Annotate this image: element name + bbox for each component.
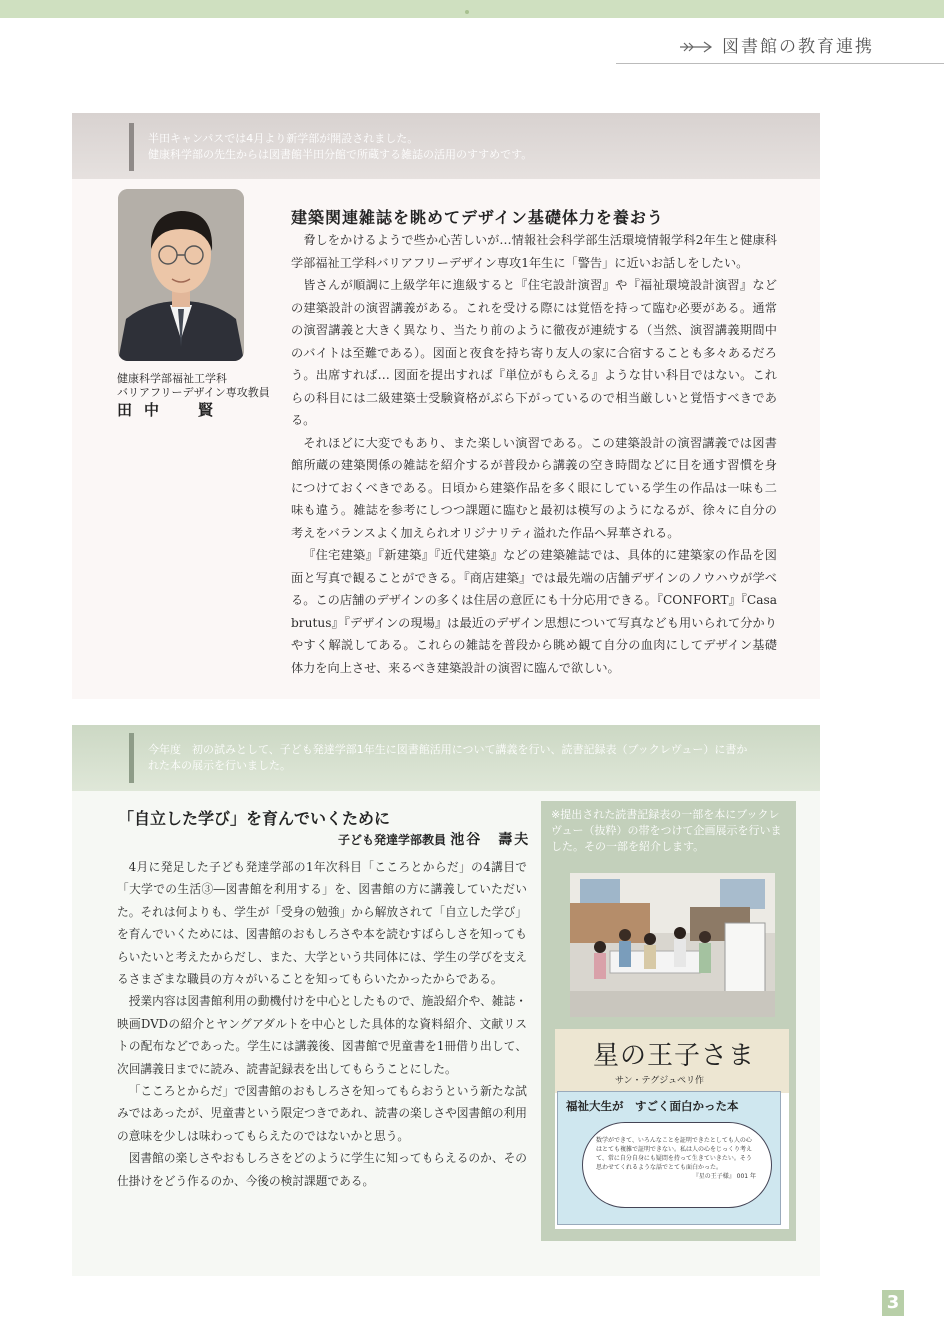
author-profile <box>117 372 270 417</box>
band-review-text <box>596 1136 756 1181</box>
author-portrait-photo <box>118 189 244 361</box>
paragraph: 図書館の楽しさやおもしろさをどのように学生に知ってもらえるのか、その仕掛けをどう作るのか、今後の検討課題である。 <box>117 1151 527 1188</box>
book-display-photo <box>555 1029 789 1229</box>
exhibit-sidebar <box>541 801 796 1241</box>
page-header <box>680 32 874 57</box>
paragraph: それほどに大変でもあり、また楽しい演習である。この建築設計の演習講義では図書館所蔵の建築関係の雑誌を紹介するが普段から講義の空き時間などに目を通す習慣を身につけておくべきである。日頃から建築作品を多く眼にしている学生の作品は一味も二味も違う。雑誌を参考にしつつ課題に臨むと最初は模写のようになるが、徐々に自分の考えをバランスよく加えられオリジナリティ溢れた作品へ昇華される。 <box>291 435 777 540</box>
section1-banner-text <box>148 131 532 163</box>
portrait-image <box>118 189 244 361</box>
article1-title: 建築関連雑誌を眺めてデザイン基礎体力を養おう <box>291 208 664 227</box>
article2-body <box>117 856 527 1192</box>
author-role: 子ども発達学部教員 <box>338 833 447 847</box>
banner-line: 今年度 初の試みとして、子ども発達学部1年生に図書館活用について講義を行い、読書記録表（ブックレヴュー）に書か <box>148 743 748 756</box>
header-rule <box>616 63 944 64</box>
section1-banner <box>72 113 820 179</box>
paragraph: 脅しをかけるようで些か心苦しいが…情報社会科学部生活環境情報学科2年生と健康科学部福祉工学科バリアフリーデザイン専攻1年生に「警告」に近いお話しをしたい。 <box>291 233 777 270</box>
author-name: 田中 賢 <box>117 401 226 419</box>
banner-accent-bar <box>129 123 134 171</box>
article1-body <box>291 229 777 679</box>
author-dept: 健康科学部福祉工学科 <box>117 372 227 385</box>
top-decorative-bar <box>0 0 944 18</box>
exhibit-room-photo <box>570 873 775 1017</box>
book-author: サン・テグジュペリ作 <box>615 1076 705 1086</box>
article2-author <box>338 829 530 849</box>
section-title: 図書館の教育連携 <box>722 37 874 57</box>
paragraph: 4月に発足した子ども発達学部の1年次科目「こころとからだ」の4講目で「大学での生活③―図書館を利用する」を、図書館の方に講義していただいた。それは何よりも、学生が「受身の勉強」から解放されて「自立した学び」を育んでいくためには、図書館のおもしろさや本を読むすばらしさを知ってもらいたいと考えたからだし、また、大学という共同体には、学生の学びを支えるさまざまな職員の方々がいることを知ってもらいたかったからである。 <box>117 860 527 987</box>
banner-line: れた本の展示を行いました。 <box>148 759 291 772</box>
banner-line: 健康科学部の先生からは図書館半田分館で所蔵する雑誌の活用のすすめです。 <box>148 148 533 161</box>
review-text: 数学ができて、いろんなことを証明できたとしても人の心はとても複雑で証明できない。私は人の心をじっくり考えて、常に自分自身にも疑問を持って生きていきたい。そう思わせてくれるような話でとても面白かった。 <box>596 1137 753 1171</box>
book-title: 星の王子さま <box>593 1041 756 1071</box>
exhibit-room-image <box>570 873 775 1017</box>
paragraph: 授業内容は図書館利用の動機付けを中心としたもので、施設紹介や、雑誌・映画DVDの紹介とヤングアダルトを中心とした具体的な資料紹介、文献リストの配布などであった。学生には講義後、図書館で児童書を1冊借り出して、次回講義日までに読み、読書記録表を出してもらうことにした。 <box>117 994 527 1076</box>
paragraph: 皆さんが順調に上級学年に進級すると『住宅設計演習』や『福祉環境設計演習』などの建築設計の演習講義がある。これを受ける際には覚悟を持って臨む必要がある。通常の演習講義と大きく異なり、当たり前のように徹夜が連続する（当然、演習講義期間中のバイトは至難である）。図面と夜食を持ち寄り友人の家に合宿することも多々あるだろう。出席すれば… 図面を提出すれば『単位がもらえる』ような甘い科目ではない。これらの科目には二級建築士受験資格がぶら下がっているので相当厳しいと覚悟すべきである。 <box>291 278 777 427</box>
section2-banner-text <box>148 742 747 774</box>
paragraph: 『住宅建築』『新建築』『近代建築』などの建築雑誌では、具体的に建築家の作品を図面と写真で観ることができる。『商店建築』では最先端の店舗デザインのノウハウが学べる。この店舗のデザインの多くは住居の意匠にも十分応用できる。『CONFORT』『Casa brutus』『デザインの現場』は最近のデザイン思想について写真なども用いられて分かりやすく解説してある。これらの雑誌を普段から眺め観て自分の血肉にしてデザイン基礎体力を向上させ、来るべき建築設計の演習に臨んで欲しい。 <box>291 548 777 675</box>
page-number: 3 <box>882 1290 904 1316</box>
banner-accent-bar <box>129 733 134 783</box>
paragraph: 「こころとからだ」で図書館のおもしろさを知ってもらおうという新たな試みではあったが、児童書という限定つきであれ、読書の楽しさや図書館の利用の意味を少しは味わってもらえたのではないかと思う。 <box>117 1084 527 1143</box>
band-title: 福祉大生が すごく面白かった本 <box>566 1099 739 1113</box>
book-review-band <box>557 1091 781 1225</box>
article2-title: 「自立した学び」を育んでいくために <box>118 809 391 828</box>
review-tag: 『星の王子様』 001 年 <box>692 1173 756 1180</box>
top-bar-marker <box>465 10 469 14</box>
banner-line: 半田キャンパスでは4月より新学部が開設されました。 <box>148 132 419 145</box>
sidebar-note: ※提出された読書記録表の一部を本にブックレヴュー（抜粋）の帯をつけて企画展示を行いました。その一部を紹介します。 <box>551 808 782 853</box>
author-role: バリアフリーデザイン専攻教員 <box>117 386 270 399</box>
book-cover <box>555 1029 789 1093</box>
section2-banner <box>72 725 820 791</box>
arrow-icon <box>680 41 716 53</box>
author-name: 池谷 壽夫 <box>450 832 531 848</box>
